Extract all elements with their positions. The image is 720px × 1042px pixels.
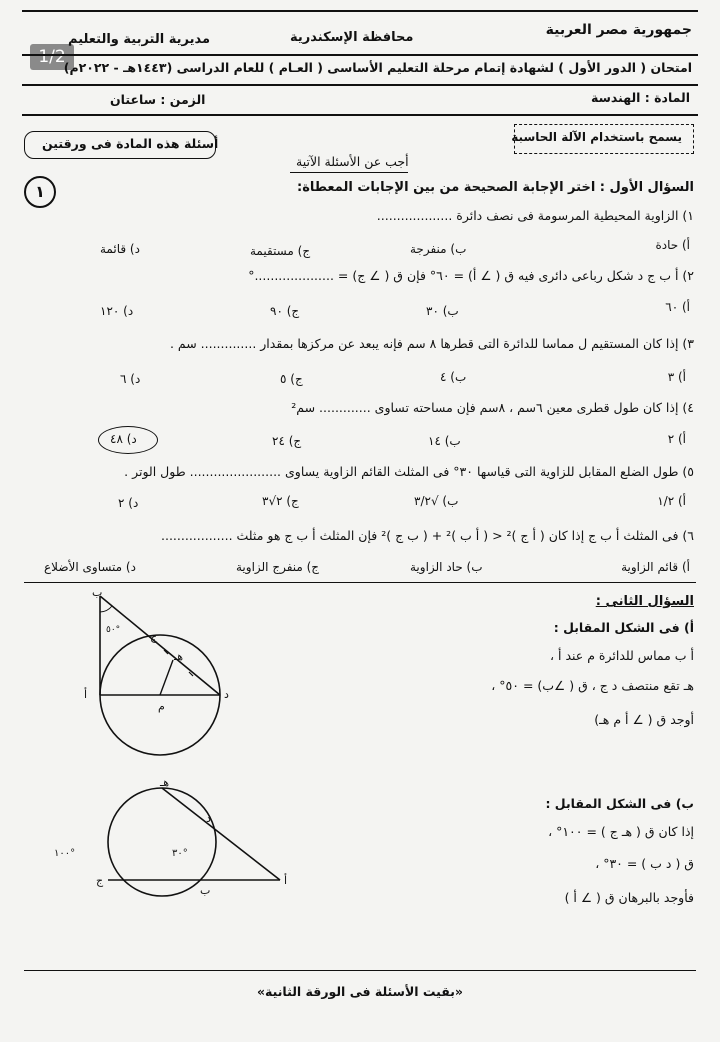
figure-b-circle-secants: [50, 780, 300, 910]
fig-a-label-d: د: [224, 688, 229, 701]
fig-a-label-a: أ: [84, 688, 88, 701]
question-number-circle: ١: [24, 176, 56, 208]
q1-5-option-d: د) ٢: [118, 496, 139, 510]
q1-item-2: ٢) أ ب ج د شكل رباعى دائرى فيه ق ( ∠ أ) = ٦٠° فإن ق ( ∠ ج) = ....................°: [248, 268, 694, 283]
header-top-rule: [22, 10, 698, 12]
country-name: جمهورية مصر العربية: [545, 22, 692, 38]
q1-3-option-d: د) ٦: [120, 372, 141, 386]
time-label: الزمن : ساعتان: [110, 92, 206, 107]
q2a-line-3: أوجد ق ( ∠ أ م هـ): [594, 712, 694, 727]
header-rule-1: [22, 54, 698, 56]
q1-1-option-b: ب) منفرجة: [410, 242, 467, 256]
section-divider: [24, 582, 696, 583]
q1-5-option-c: ج) ٢√٣: [262, 494, 299, 508]
q2a-title: أ) فى الشكل المقابل :: [553, 620, 694, 635]
q1-1-option-d: د) قائمة: [100, 242, 140, 256]
q1-2-option-c: ج) ٩٠: [270, 304, 300, 318]
q2a-line-1: أ ب مماس للدائرة م عند أ ،: [550, 648, 694, 663]
q1-6-option-c: ج) منفرج الزاوية: [236, 560, 320, 574]
fig-a-label-h: هـ: [174, 650, 184, 663]
header-rule-2: [22, 84, 698, 86]
fig-b-arc-db-label: ٣٠°: [172, 848, 188, 859]
q1-2-option-b: ب) ٣٠: [426, 304, 459, 318]
fig-b-label-j: ج: [96, 874, 104, 887]
q2b-line-1: إذا كان ق ( هـ ج ) = ١٠٠° ،: [548, 824, 694, 839]
q2a-line-2: هـ تقع منتصف د ج ، ق ( ∠ب) = ٥٠° ،: [491, 678, 694, 693]
q1-item-6: ٦) فى المثلث أ ب ج إذا كان ( أ ج )² < ( أ ب )² + ( ب ج )² فإن المثلث أ ب ج هو مثلث ..................: [161, 528, 694, 543]
q2b-title: ب) فى الشكل المقابل :: [545, 796, 694, 811]
q1-5-option-b: ب) √٣/٢: [414, 494, 459, 508]
fig-b-label-a: أ: [284, 874, 288, 887]
q1-3-option-b: ب) ٤: [440, 370, 467, 384]
q1-6-option-b: ب) حاد الزاوية: [410, 560, 483, 574]
q1-1-option-a: أ) حادة: [655, 238, 690, 252]
q2b-line-2: ق ( د ب ) = ٣٠° ،: [595, 856, 694, 871]
footer-rule: [24, 970, 696, 971]
q1-4-option-b: ب) ١٤: [428, 434, 461, 448]
footer-note: «بقيت الأسئلة فى الورقة الثانية»: [256, 984, 463, 999]
header-rule-3: [22, 114, 698, 116]
governorate-name: محافظة الإسكندرية: [290, 30, 414, 45]
figure-a-circle-tangent: [70, 588, 240, 758]
subject-label: المادة : الهندسة: [591, 90, 690, 105]
fig-a-label-m: م: [158, 700, 165, 713]
q1-3-option-c: ج) ٥: [280, 372, 303, 386]
q1-4-option-d: د) ٤٨: [110, 432, 137, 446]
fig-b-label-h: هـ: [160, 780, 170, 789]
q1-item-1: ١) الزاوية المحيطية المرسومة فى نصف دائرة ...................: [376, 208, 694, 223]
two-papers-note: أسئلة هذه المادة فى ورقتين: [42, 136, 219, 151]
q2b-line-3: فأوجد بالبرهان ق ( ∠ أ ): [564, 890, 694, 905]
fig-b-label-b: ب: [200, 884, 211, 897]
q1-1-option-c: ج) مستقيمة: [250, 244, 311, 258]
q2-title: السؤال الثانى :: [595, 594, 694, 609]
fig-b-label-d: د: [206, 812, 211, 825]
q1-6-option-a: أ) قائم الزاوية: [621, 560, 690, 574]
fig-a-label-j: ج: [150, 630, 158, 643]
exam-title: امتحان ( الدور الأول ) لشهادة إتمام مرحلة التعليم الأساسى ( العـام ) للعام الدراسى (١٤٤٣هـ - ٢٠٢٢م): [63, 60, 692, 75]
answer-instruction: أجب عن الأسئلة الآتية: [296, 154, 409, 169]
instruction-underline: [290, 172, 408, 173]
directorate-name: مديرية التربية والتعليم: [68, 32, 211, 47]
q1-5-option-a: أ) ١/٢: [657, 494, 686, 508]
q1-4-option-c: ج) ٢٤: [272, 434, 302, 448]
q1-6-option-d: د) متساوى الأضلاع: [44, 560, 136, 574]
q1-4-option-a: أ) ٢: [667, 432, 686, 446]
q1-item-4: ٤) إذا كان طول قطرى معين ٦سم ، ٨سم فإن مساحته تساوى ............. سم²: [291, 400, 694, 415]
q1-item-5: ٥) طول الضلع المقابل للزاوية التى قياسها ٣٠° فى المثلث القائم الزاوية يساوى ....................... طول الوتر .: [124, 464, 694, 479]
fig-a-angle-label: ٥٠°: [106, 625, 121, 635]
q1-3-option-a: أ) ٣: [667, 370, 686, 384]
q1-item-3: ٣) إذا كان المستقيم ل مماسا للدائرة التى قطرها ٨ سم فإنه يبعد عن مركزها بمقدار .............. سم .: [169, 336, 694, 351]
q1-2-option-d: د) ١٢٠: [100, 304, 134, 318]
fig-b-arc-hj-label: ١٠٠°: [54, 848, 76, 859]
fig-a-label-b: ب: [92, 588, 103, 599]
q1-title: السؤال الأول : اختر الإجابة الصحيحة من بين الإجابات المعطاة:: [297, 180, 694, 195]
q1-2-option-a: أ) ٦٠: [665, 300, 690, 314]
page-indicator: 1/2: [30, 44, 74, 70]
calculator-note: يسمح باستخدام الآلة الحاسبة: [511, 130, 682, 144]
